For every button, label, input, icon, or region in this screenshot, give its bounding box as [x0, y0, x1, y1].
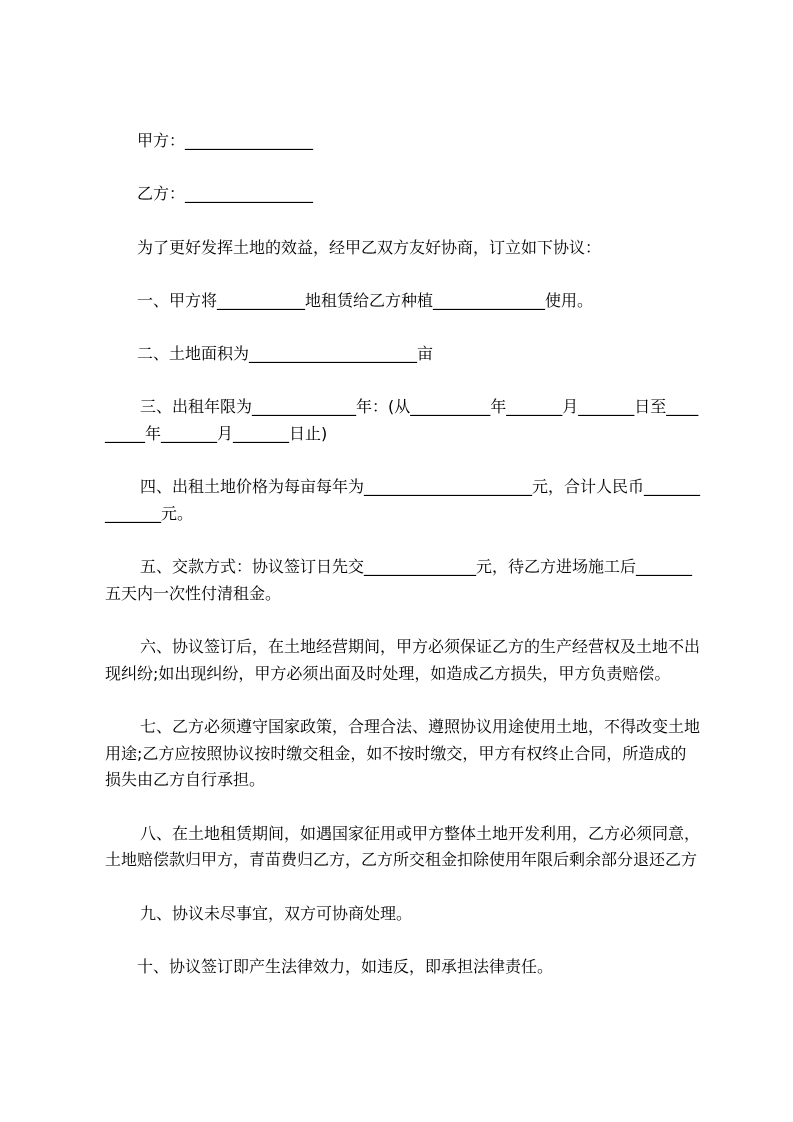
clause-1 [105, 288, 705, 315]
clause-line: 现纠纷;如出现纠纷，甲方必须出面及时处理，如造成乙方损失，甲方负责赔偿。 [105, 663, 671, 683]
party-b-line: 乙方：________________ [137, 184, 314, 204]
clause-line: 七、乙方必须遵守国家政策，合理合法、遵照协议用途使用土地，不得改变土地 [140, 717, 701, 737]
clause-line: 一、甲方将___________地租赁给乙方种植______________使用。 [137, 290, 594, 310]
clause-7 [105, 714, 705, 794]
clause-2 [105, 341, 705, 368]
clause-8 [105, 821, 705, 874]
clause-line: _______元。 [105, 503, 194, 523]
clause-line: 六、协议签订后，在土地经营期间，甲方必须保证乙方的生产经营权及土地不出 [140, 637, 701, 657]
clause-line: 五、交款方式：协议签订日先交______________元，待乙方进场施工后_______ [140, 557, 693, 577]
clause-line: _____年_______月_______日止) [105, 424, 328, 444]
clause-10 [105, 954, 705, 981]
intro-line: 为了更好发挥土地的效益，经甲乙双方友好协商，订立如下协议： [137, 237, 602, 257]
clause-line: 损失由乙方自行承担。 [105, 770, 266, 790]
intro-paragraph [105, 235, 705, 262]
clause-line: 十、协议签订即产生法律效力，如违反，即承担法律责任。 [137, 956, 554, 976]
clause-line: 用途;乙方应按照协议按时缴交租金，如不按时缴交，甲方有权终止合同，所造成的 [105, 743, 687, 763]
clause-line: 土地赔偿款归甲方，青苗费归乙方，乙方所交租金扣除使用年限后剩余部分退还乙方 [105, 850, 698, 870]
clause-4 [105, 474, 705, 527]
document-body [105, 128, 705, 1007]
clause-6 [105, 634, 705, 687]
clause-line: 二、土地面积为_____________________亩 [137, 344, 434, 364]
party-a-line: 甲方：________________ [137, 131, 314, 150]
party-a-paragraph [105, 128, 705, 155]
clause-line: 五天内一次性付清租金。 [105, 583, 282, 603]
clause-line: 四、出租土地价格为每亩每年为_____________________元，合计人民币_______ [140, 477, 701, 497]
party-b-paragraph [105, 181, 705, 208]
clause-line: 九、协议未尽事宜，双方可协商处理。 [140, 903, 413, 923]
clause-3 [105, 394, 705, 447]
clause-9 [105, 901, 705, 928]
clause-5 [105, 554, 705, 607]
clause-line: 三、出租年限为_____________年：(从__________年_______月_______日至____ [140, 397, 699, 417]
clause-line: 八、在土地租赁期间，如遇国家征用或甲方整体土地开发利用，乙方必须同意， [140, 823, 701, 843]
